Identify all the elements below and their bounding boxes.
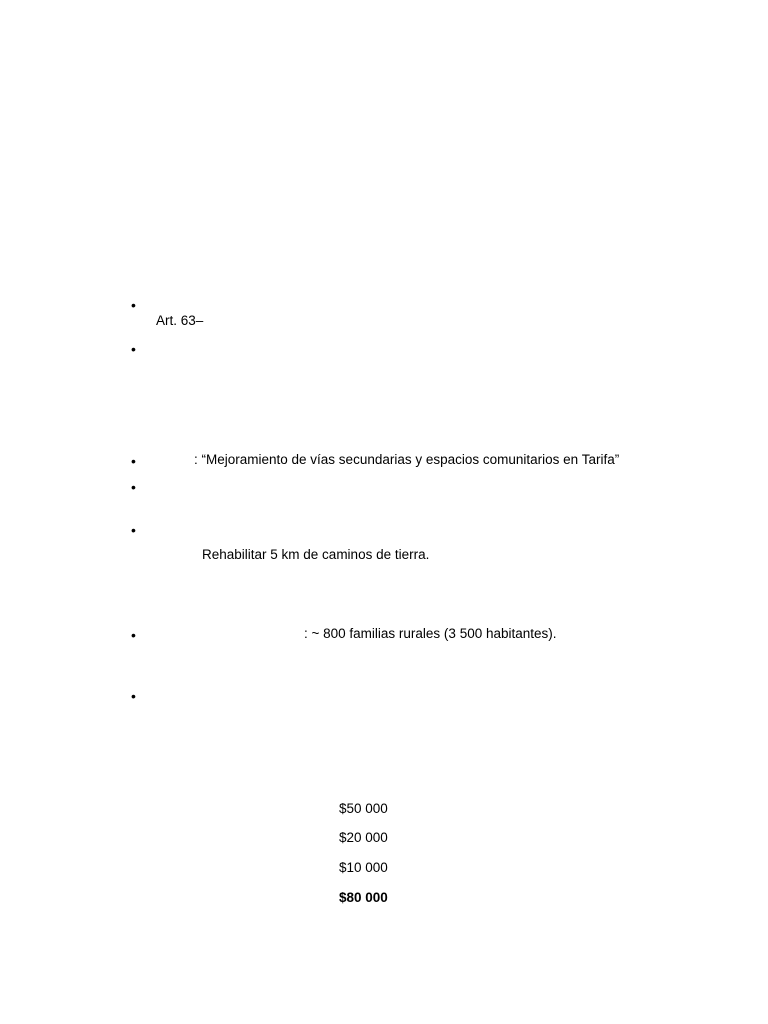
- bullet-marker: •: [131, 479, 136, 495]
- bullet-marker: •: [131, 627, 136, 643]
- bullet-marker: •: [131, 688, 136, 704]
- bullet-marker: •: [131, 522, 136, 538]
- budget-amount: $20 000: [339, 830, 388, 845]
- objective-text: Rehabilitar 5 km de caminos de tierra.: [202, 547, 430, 562]
- bullet-marker: •: [131, 453, 136, 469]
- budget-total: $80 000: [339, 890, 388, 905]
- bullet-marker: •: [131, 341, 136, 357]
- article-reference: Art. 63–: [156, 313, 204, 328]
- budget-amount: $10 000: [339, 860, 388, 875]
- budget-amount: $50 000: [339, 801, 388, 816]
- beneficiaries-text: : ~ 800 familias rurales (3 500 habitantes).: [304, 626, 557, 641]
- bullet-marker: •: [131, 297, 136, 313]
- project-title: : “Mejoramiento de vías secundarias y espacios comunitarios en Tarifa”: [194, 452, 620, 467]
